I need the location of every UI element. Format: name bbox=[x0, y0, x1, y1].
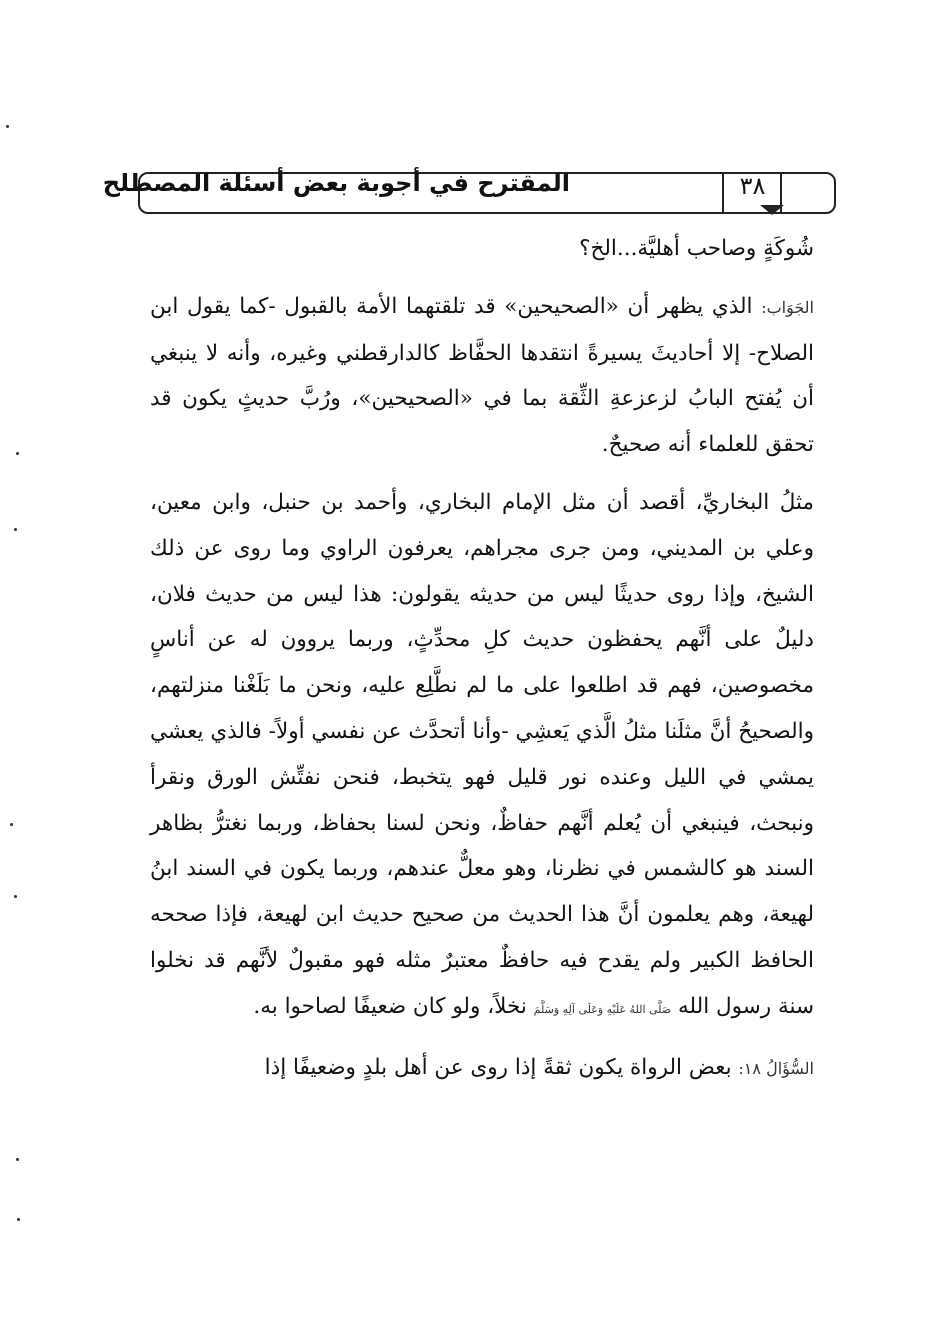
paragraph-2-end: نخلاً، ولو كان ضعيفًا لصاحوا به. bbox=[253, 993, 527, 1019]
answer-text: الذي يظهر أن «الصحيحين» قد تلقتهما الأمة بالقبول -كما يقول ابن الصلاح- إلا أحاديثَ يسيرةً انتقدها الحفَّاظ كالدارقطني وغيره، وأنه لا ينبغي أن يُفتح البابُ لزعزعةِ الثِّقة بما في «الصحيحين»، ورُبَّ حديثٍ يكون قد تحقق للعلماء أنه صحيحٌ. bbox=[150, 293, 814, 458]
question-label: السُّؤَالُ ١٨: bbox=[738, 1058, 814, 1078]
page-number: ٣٨ bbox=[739, 172, 766, 200]
page-tab-marker bbox=[760, 205, 784, 215]
question-text: بعض الرواة يكون ثقةً إذا روى عن أهل بلدٍ وضعيفًا إذا bbox=[264, 1054, 732, 1080]
answer-paragraph bbox=[150, 284, 814, 468]
question-paragraph bbox=[150, 1045, 814, 1092]
scan-speck bbox=[17, 1218, 20, 1221]
honorific-phrase: صَلَّى اللهُ عَلَيْهِ وَعَلَى آلِهِ وَسَلَّمَ bbox=[533, 1002, 672, 1016]
header-divider bbox=[722, 172, 724, 212]
answer-label: الجَوَاب: bbox=[761, 297, 814, 317]
scan-speck bbox=[14, 895, 17, 898]
scan-speck bbox=[16, 452, 19, 455]
paragraph-2-text: مثلُ البخاريِّ، أقصد أن مثل الإمام البخاري، وأحمد بن حنبل، وابن معين، وعلي بن المديني، ومن جرى مجراهم، يعرفون الراوي وما روى عن ذلك الشيخ، وإذا روى حديثًا ليس من حديثه يقولون: هذا ليس من حديث فلان، دليلٌ على أنَّهم يحفظون حديث كلِ محدِّثٍ، وربما يروون له عن أناسٍ مخصوصين، فهم قد اطلعوا على ما لم نطَّلِع عليه، ونحن ما بَلَغْنا منزلتهم، والصحيحُ أنَّ مثلَنا مثلُ الَّذي يَعشِي -وأنا أتحدَّث عن نفسي أولاً- فالذي يعشي يمشي في الليل وعنده نور قليل فهو يتخبط، فنحن نفتِّش الورق ونقرأ ونبحث، فينبغي أن يُعلم أنَّهم حفاظٌ، ونحن لسنا بحفاظ، وربما نغترُّ بظاهر السند هو كالشمس في نظرنا، وهو معلٌّ عندهم، وربما يكون في السند ابنُ لهيعة، وهم يعلمون أنَّ هذا الحديث من صحيح حديث ابن لهيعة، فإذا صححه الحافظ الكبير ولم يقدح فيه حافظٌ معتبرٌ مثله فهو مقبولٌ لأنَّهم قد نخلوا سنة رسول الله bbox=[150, 489, 814, 1019]
running-header-title: المقترح في أجوبة بعض أسئلة المصطلح bbox=[102, 169, 570, 197]
paragraph-2 bbox=[150, 480, 814, 1033]
opening-line: شُوكَةٍ وصاحب أهليَّة...الخ؟ bbox=[579, 236, 814, 261]
scan-speck bbox=[6, 125, 9, 128]
scan-speck bbox=[10, 823, 13, 826]
page-body bbox=[150, 226, 814, 1091]
scan-speck bbox=[14, 528, 17, 531]
scan-speck bbox=[16, 1158, 19, 1161]
